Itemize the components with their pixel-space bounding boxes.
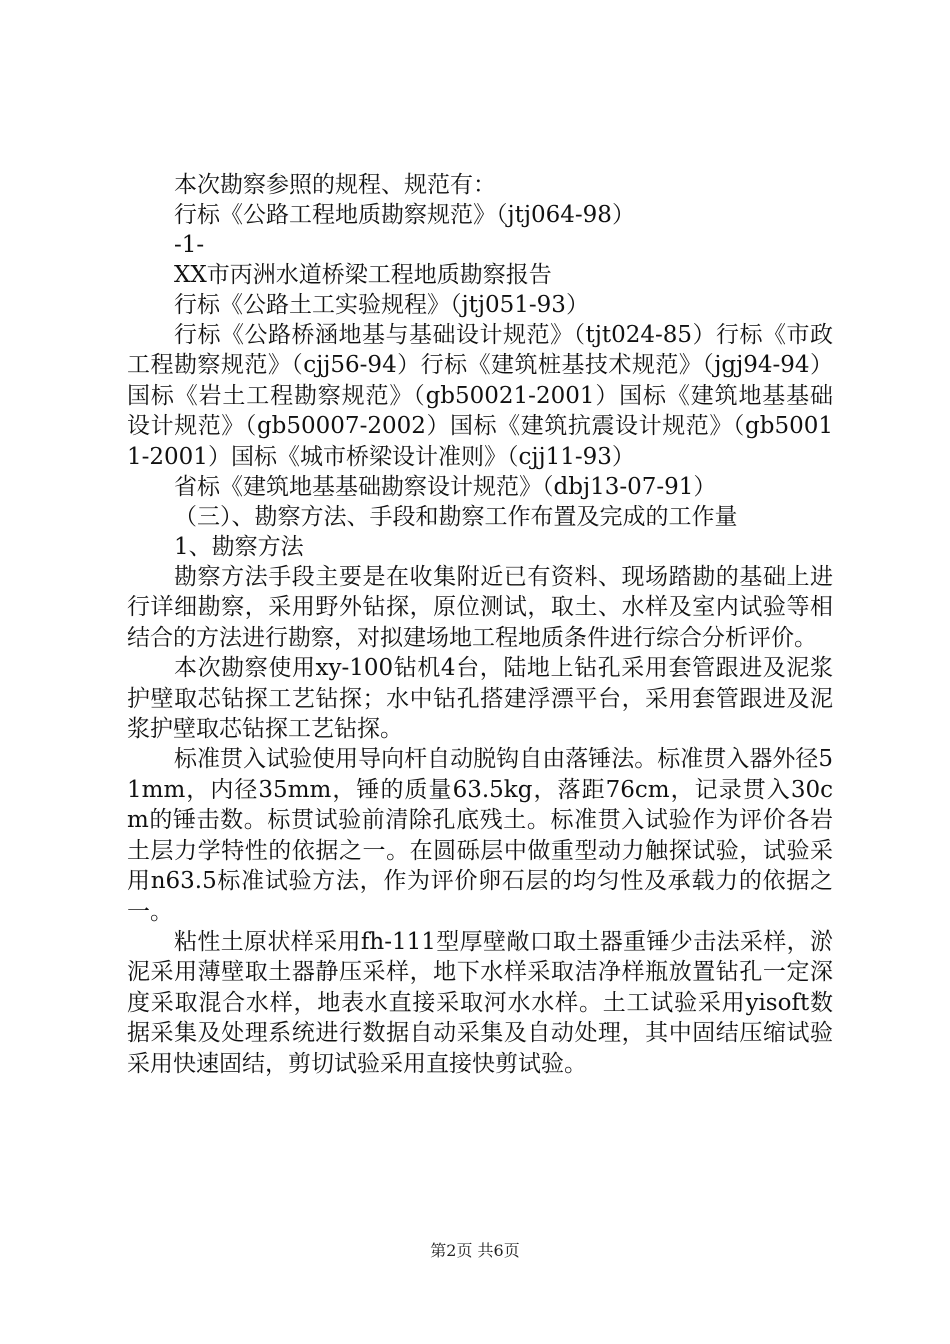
standards-paragraph: 行标《公路桥涵地基与基础设计规范》（tjt024-85）行标《市政工程勘察规范》（cjj56-94）行标《建筑桩基技术规范》（jgj94-94）国标《岩土工程勘察规范》（gb50021-2001）国标《建筑地基基础设计规范》（gb50007-2002）国标《建筑抗震设计规范》（gb50011-2001）国标《城市桥梁设计准则》（cjj11-93） <box>127 322 833 470</box>
page-marker: -1- <box>174 232 205 258</box>
document-body <box>127 170 833 1079</box>
report-title: XX市丙洲水道桥梁工程地质勘察报告 <box>174 262 552 288</box>
drilling-paragraph: 本次勘察使用xy-100钻机4台，陆地上钻孔采用套管跟进及泥浆护壁取芯钻探工艺钻探；水中钻孔搭建浮漂平台，采用套管跟进及泥浆护壁取芯钻探工艺钻探。 <box>127 655 833 743</box>
spt-paragraph: 标准贯入试验使用导向杆自动脱钩自由落锤法。标准贯入器外径51mm，内径35mm，锤的质量63.5kg，落距76cm，记录贯入30cm的锤击数。标贯试验前清除孔底残土。标准贯入试验作为评价各岩土层力学特性的依据之一。在圆砾层中做重型动力触探试验，试验采用n63.5标准试验方法，作为评价卵石层的均匀性及承载力的依据之一。 <box>127 746 833 925</box>
standard-line: 行标《公路工程地质勘察规范》（jtj064-98） <box>174 202 635 228</box>
section-heading: （三）、勘察方法、手段和勘察工作布置及完成的工作量 <box>174 504 738 531</box>
method-paragraph: 勘察方法手段主要是在收集附近已有资料、现场踏勘的基础上进行详细勘察，采用野外钻探，原位测试，取土、水样及室内试验等相结合的方法进行勘察，对拟建场地工程地质条件进行综合分析评价。 <box>127 564 833 651</box>
sampling-paragraph: 粘性土原状样采用fh-111型厚壁敞口取土器重锤少击法采样，淤泥采用薄壁取土器静压采样，地下水样采取洁净样瓶放置钻孔一定深度采取混合水样，地表水直接采取河水水样。土工试验采用yisoft数据采集及处理系统进行数据自动采集及自动处理，其中固结压缩试验采用快速固结，剪切试验采用直接快剪试验。 <box>127 928 833 1077</box>
page-footer: 第2页 共6页 <box>430 1241 520 1260</box>
standard-line: 行标《公路土工实验规程》（jtj051-93） <box>174 292 589 318</box>
intro-line: 本次勘察参照的规程、规范有： <box>174 172 496 198</box>
provincial-standard-line: 省标《建筑地基基础勘察设计规范》（dbj13-07-91） <box>174 474 717 501</box>
subsection-heading: 1、勘察方法 <box>174 534 304 561</box>
